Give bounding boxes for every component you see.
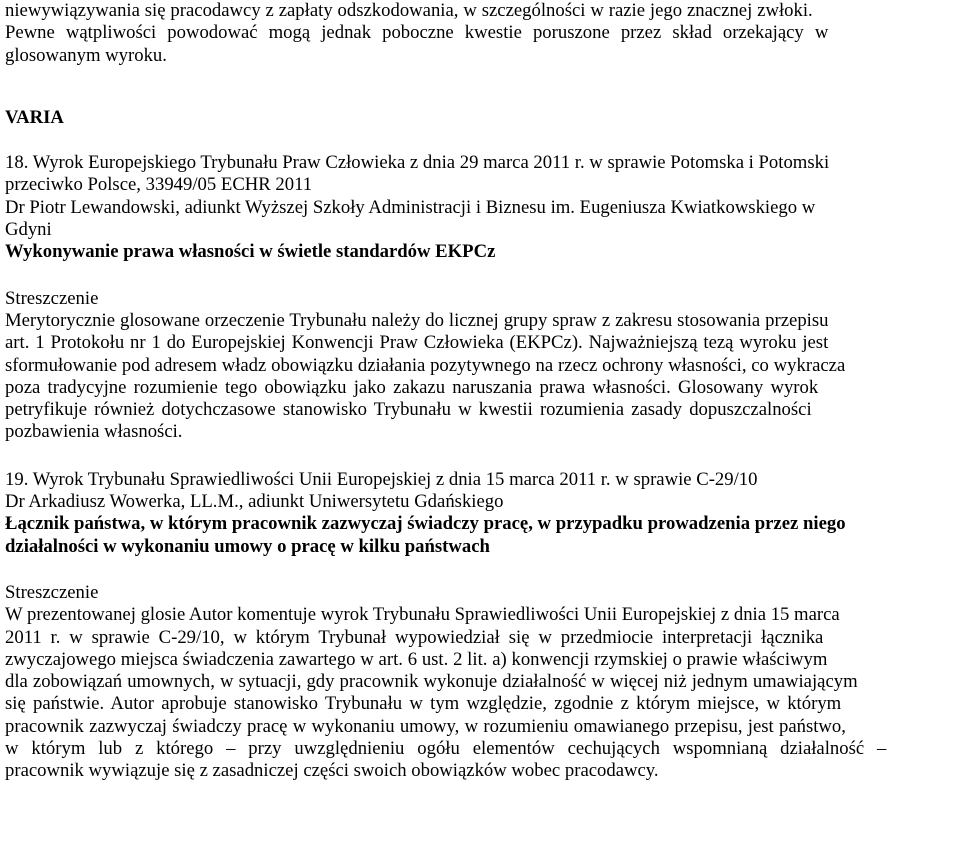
intro-paragraph — [5, 0, 954, 67]
section-heading: VARIA — [5, 106, 64, 128]
abstract-line: poza tradycyjne rozumienie tego obowiązku jako zakazu naruszania prawa własności. Glosowany wyrok — [5, 376, 819, 398]
abstract-line: pracownik wywiązuje się z zasadniczej części swoich obowiązków wobec pracodawcy. — [5, 760, 659, 782]
item-18-subtitle: Wykonywanie prawa własności w świetle standardów EKPCz — [5, 241, 496, 263]
document-page — [5, 0, 954, 783]
item-19 — [5, 469, 954, 558]
abstract-line: W prezentowanej glosie Autor komentuje wyrok Trybunału Sprawiedliwości Unii Europejskiej z dnia 15 marca — [5, 604, 840, 626]
intro-line: Pewne wątpliwości powodować mogą jednak poboczne kwestie poruszone przez skład orzekający w — [5, 22, 829, 44]
item-19-abstract-heading: Streszczenie — [5, 581, 99, 603]
abstract-line: petryfikuje również dotychczasowe stanowisko Trybunału w kwestii rozumienia zasady dopuszczalności — [5, 399, 812, 421]
item-18-abstract — [5, 310, 954, 444]
abstract-line: pozbawienia własności. — [5, 421, 183, 443]
item-18-author: Gdyni — [5, 219, 52, 241]
item-18-author: Dr Piotr Lewandowski, adiunkt Wyższej Szkoły Administracji i Biznesu im. Eugeniusza Kwiatkowskiego w — [5, 196, 816, 218]
item-18-abstract-heading: Streszczenie — [5, 287, 99, 309]
abstract-line: zwyczajowego miejsca świadczenia zawartego w art. 6 ust. 2 lit. a) konwencji rzymskiej o prawie właściwym — [5, 648, 828, 670]
abstract-line: się państwie. Autor aprobuje stanowisko Trybunału w tym względzie, zgodnie z którym miejsce, w którym — [5, 693, 842, 715]
item-18 — [5, 152, 954, 263]
item-19-subtitle: działalności w wykonaniu umowy o pracę w kilku państwach — [5, 535, 490, 557]
intro-line: niewywiązywania się pracodawcy z zapłaty odszkodowania, w szczególności w razie jego znacznej zwłoki. — [5, 0, 813, 21]
abstract-line: w którym lub z którego – przy uwzględnieniu ogółu elementów cechujących wspomnianą działalność – — [5, 738, 887, 760]
abstract-line: dla zobowiązań umownych, w sytuacji, gdy pracownik wykonuje działalność w więcej niż jednym umawiającym — [5, 671, 858, 693]
abstract-line: 2011 r. w sprawie C-29/10, w którym Trybunał wypowiedział się w przedmiocie interpretacji łącznika — [5, 626, 824, 648]
item-19-author: Dr Arkadiusz Wowerka, LL.M., adiunkt Uniwersytetu Gdańskiego — [5, 491, 504, 513]
abstract-line: pracownik zazwyczaj świadczy pracę w wykonaniu umowy, w rozumieniu omawianego przepisu, jest państwo, — [5, 715, 846, 737]
abstract-line: Merytorycznie glosowane orzeczenie Trybunału należy do licznej grupy spraw z zakresu stosowania przepisu — [5, 309, 829, 331]
item-18-title: 18. Wyrok Europejskiego Trybunału Praw Człowieka z dnia 29 marca 2011 r. w sprawie Potomska i Potomski — [5, 152, 830, 174]
intro-line: glosowanym wyroku. — [5, 44, 167, 66]
abstract-line: art. 1 Protokołu nr 1 do Europejskiej Konwencji Praw Człowieka (EKPCz). Najważniejszą tezą wyroku jest — [5, 332, 829, 354]
item-19-title: 19. Wyrok Trybunału Sprawiedliwości Unii Europejskiej z dnia 15 marca 2011 r. w sprawie C-29/10 — [5, 468, 758, 490]
item-19-abstract — [5, 604, 954, 782]
item-18-title: przeciwko Polsce, 33949/05 ECHR 2011 — [5, 174, 313, 196]
item-19-subtitle: Łącznik państwa, w którym pracownik zazwyczaj świadczy pracę, w przypadku prowadzenia przez niego — [5, 513, 846, 535]
abstract-line: sformułowanie pod adresem władz obowiązku działania pozytywnego na rzecz ochrony własności, co wykracza — [5, 354, 846, 376]
